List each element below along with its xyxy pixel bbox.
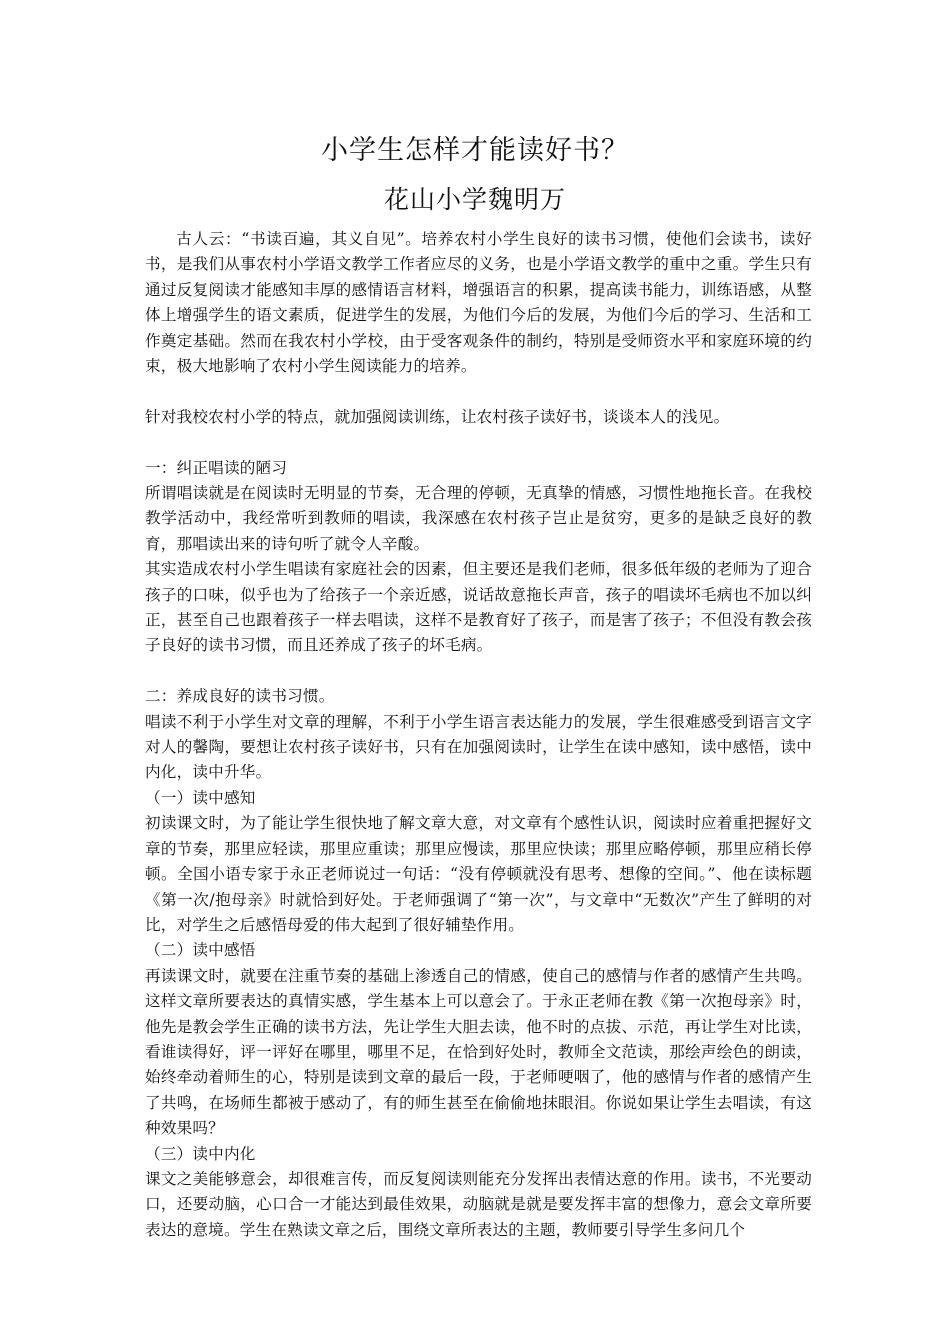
- subsection-heading-3: （三）读中内化: [145, 1144, 256, 1163]
- paragraph-spacer: [145, 659, 812, 684]
- paragraph-thesis: 针对我校农村小学的特点，就加强阅读训练，让农村孩子读好书，谈谈本人的浅见。: [145, 407, 730, 426]
- paragraph: 唱读不利于小学生对文章的理解，不利于小学生语言表达能力的发展，学生很难感受到语言文字对人的馨陶，要想让农村孩子读好书，只有在加强阅读时，让学生在读中感知，读中感悟，读中内化，读中升华。: [145, 712, 812, 782]
- subsection-heading-1: （一）读中感知: [145, 788, 256, 807]
- paragraph-spacer: [145, 379, 812, 404]
- document-body: [145, 227, 812, 1243]
- document-author: 花山小学魏明万: [383, 185, 566, 214]
- document-title: 小学生怎样才能读好书？: [321, 135, 629, 166]
- section-heading-2: 二：养成良好的读书习惯。: [145, 687, 335, 706]
- section-heading-1: 一：纠正唱读的陋习: [145, 458, 288, 477]
- paragraph: 再读课文时，就要在注重节奏的基础上渗透自己的情感，使自己的感情与作者的感情产生共鸣。这样文章所要表达的真情实感，学生基本上可以意会了。于永正老师在教《第一次抱母亲》时，他先是教会学生正确的读书方法，先让学生大胆去读，他不时的点拔、示范，再让学生对比读，看谁读得好，评一评好在哪里，哪里不足，在恰到好处时，教师全文范读，那绘声绘色的朗读，始终牵动着师生的心，特别是读到文章的最后一段，于老师哽咽了，他的感情与作者的感情产生了共鸣，在场师生都被于感动了，有的师生甚至在偷偷地抹眼泪。你说如果让学生去唱读，有这种效果吗？: [145, 966, 812, 1138]
- subsection-heading-2: （二）读中感悟: [145, 941, 256, 960]
- paragraph-spacer: [145, 430, 812, 455]
- paragraph: 初读课文时，为了能让学生很快地了解文章大意，对文章有个感性认识，阅读时应着重把握好文章的节奏，那里应轻读，那里应重读；那里应慢读，那里应快读；那里应略停顿，那里应稍长停顿。全国小语专家于永正老师说过一句话：“没有停顿就没有思考、想像的空间。”、他在读标题《第一次/抱母亲》时就恰到好处。于老师强调了“第一次”，与文章中“无数次”产生了鲜明的对比，对学生之后感悟母爱的伟大起到了很好辅垫作用。: [145, 814, 812, 934]
- paragraph-intro: 古人云：“书读百遍，其义自见”。培养农村小学生良好的读书习惯，使他们会读书，读好书，是我们从事农村小学语文教学工作者应尽的义务，也是小学语文教学的重中之重。学生只有通过反复阅读才能感知丰厚的感情语言材料，增强语言的积累，提高读书能力，训练语感，从整体上增强学生的语文素质，促进学生的发展，为他们今后的发展，为他们今后的学习、生活和工作奠定基础。然而在我农村小学校，由于受客观条件的制约，特别是受师资水平和家庭环境的约束，极大地影响了农村小学生阅读能力的培养。: [145, 230, 812, 376]
- paragraph: 其实造成农村小学生唱读有家庭社会的因素，但主要还是我们老师，很多低年级的老师为了迎合孩子的口味，似乎也为了给孩子一个亲近感，说话故意拖长声音，孩子的唱读坏毛病也不加以纠正，甚至自己也跟着孩子一样去唱读，这样不是教育好了孩子，而是害了孩子；不但没有教会孩子良好的读书习惯，而且还养成了孩子的坏毛病。: [145, 560, 812, 655]
- paragraph: 所谓唱读就是在阅读时无明显的节奏，无合理的停顿，无真挚的情感，习惯性地拖长音。在我校教学活动中，我经常听到教师的唱读，我深感在农村孩子岂止是贫穷，更多的是缺乏良好的教育，那唱读出来的诗句听了就令人辛酸。: [145, 484, 812, 553]
- paragraph: 课文之美能够意会，却很难言传，而反复阅读则能充分发挥出表情达意的作用。读书，不光要动口，还要动脑，心口合一才能达到最佳效果，动脑就是就是要发挥丰富的想像力，意会文章所要表达的意境。学生在熟读文章之后，围绕文章所表达的主题，教师要引导学生多问几个: [145, 1169, 812, 1239]
